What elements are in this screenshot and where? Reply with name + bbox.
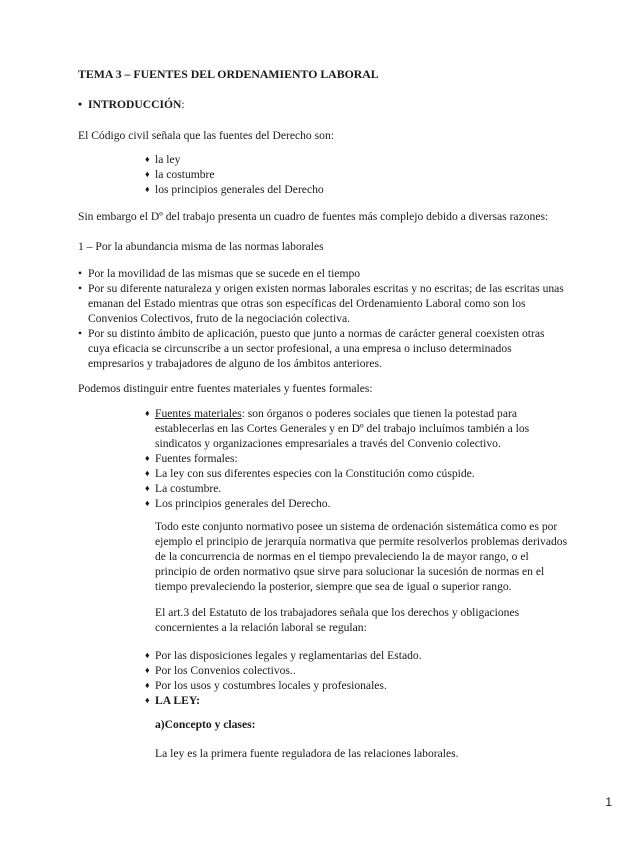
diamond-bullet-icon: ♦	[145, 695, 150, 705]
list-item: ♦ La ley con sus diferentes especies con la Constitución como cúspide.	[145, 467, 475, 480]
list-item: ♦ Fuentes materiales: son órganos o poderes sociales que tienen la potestad para establecerlas en las Cortes Generales y en Dº del trabajo incluímos también a los sindicatos y organizaciones empresariales a través del Convenio colectivo.	[145, 407, 530, 450]
document-title: TEMA 3 – FUENTES DEL ORDENAMIENTO LABORAL	[78, 67, 379, 81]
list-item	[145, 693, 565, 708]
list-item: • Por su distinto ámbito de aplicación, puesto que junto a normas de carácter general coexisten otras cuya eficacia se circunscribe a un sector profesional, a una empresa o incluso determinados empresarios y trabajadores de alguno de los ámbitos anteriores.	[78, 327, 545, 370]
diamond-bullet-icon: ♦	[145, 453, 150, 463]
law-paragraph: La ley es la primera fuente reguladora de las relaciones laborales.	[155, 747, 459, 760]
list-item: ♦ Fuentes formales:	[145, 452, 238, 465]
law-heading: LA LEY:	[155, 694, 200, 707]
diamond-bullet-icon: ♦	[145, 483, 150, 493]
material-sources-term: Fuentes materiales	[155, 407, 242, 420]
source-kinds-list	[145, 406, 565, 511]
article-three-paragraph: El art.3 del Estatuto de los trabajadores señala que los derechos y obligaciones concernientes a la relación laboral se regulan:	[155, 606, 520, 634]
concept-subheading: a)Concepto y clases:	[155, 718, 256, 731]
sources-intro-paragraph: El Código civil señala que las fuentes del Derecho son:	[78, 129, 334, 142]
diamond-bullet-icon: ♦	[145, 680, 150, 690]
diamond-bullet-icon: ♦	[145, 169, 150, 179]
list-item: ♦ Los principios generales del Derecho.	[145, 497, 331, 510]
intro-heading-text: INTRODUCCIÓN	[88, 98, 182, 111]
diamond-bullet-icon: ♦	[145, 408, 150, 418]
reasons-list	[78, 266, 568, 371]
list-item: ♦ los principios generales del Derecho	[145, 183, 324, 196]
distinguish-paragraph: Podemos distinguir entre fuentes materiales y fuentes formales:	[78, 382, 373, 395]
bullet-icon: •	[78, 98, 83, 111]
list-item: • Por su diferente naturaleza y origen existen normas laborales escritas y no escritas; de las escritas unas emanan del Estado mientras que otras son específicas del Ordenamiento Laboral como son los Convenios Colectivos, fruto de la negociación colectiva.	[78, 282, 564, 325]
diamond-bullet-icon: ♦	[145, 665, 150, 675]
diamond-bullet-icon: ♦	[145, 154, 150, 164]
reason-one-paragraph: 1 – Por la abundancia misma de las normas laborales	[78, 240, 324, 253]
bullet-icon: •	[78, 327, 83, 340]
normative-system-paragraph: Todo este conjunto normativo posee un sistema de ordenación sistemática como es por ejemplo el principio de jerarquía normativa que permite resolverlos problemas derivados de la concurrencia de normas en el tiempo prevaleciendo la de mayor rango, o el principio de orden normativo qsue sirve para solucionar la sucesión de normas en el tiempo prevaleciendo la posterior, siempre que sea de igual o superior rango.	[155, 520, 568, 593]
bullet-icon: •	[78, 267, 83, 280]
list-item: ♦ Por las disposiciones legales y reglamentarias del Estado.	[145, 649, 422, 662]
list-item: ♦ La costumbre.	[145, 482, 222, 495]
page-number: 1	[605, 795, 612, 809]
list-item: ♦ Por los Convenios colectivos..	[145, 664, 296, 677]
list-item: ♦ la ley	[145, 153, 181, 166]
diamond-bullet-icon: ♦	[145, 650, 150, 660]
list-item: ♦ Por los usos y costumbres locales y profesionales.	[145, 679, 387, 692]
diamond-bullet-icon: ♦	[145, 498, 150, 508]
bullet-icon: •	[78, 282, 83, 295]
list-item: ♦ la costumbre	[145, 168, 215, 181]
regulation-list	[145, 648, 565, 708]
sources-list	[145, 152, 324, 197]
intro-heading: • INTRODUCCIÓN:	[78, 98, 185, 111]
list-item: • Por la movilidad de las mismas que se sucede en el tiempo	[78, 267, 361, 280]
however-paragraph: Sin embargo el Dº del trabajo presenta un cuadro de fuentes más complejo debido a diversas razones:	[78, 210, 549, 223]
diamond-bullet-icon: ♦	[145, 468, 150, 478]
diamond-bullet-icon: ♦	[145, 184, 150, 194]
